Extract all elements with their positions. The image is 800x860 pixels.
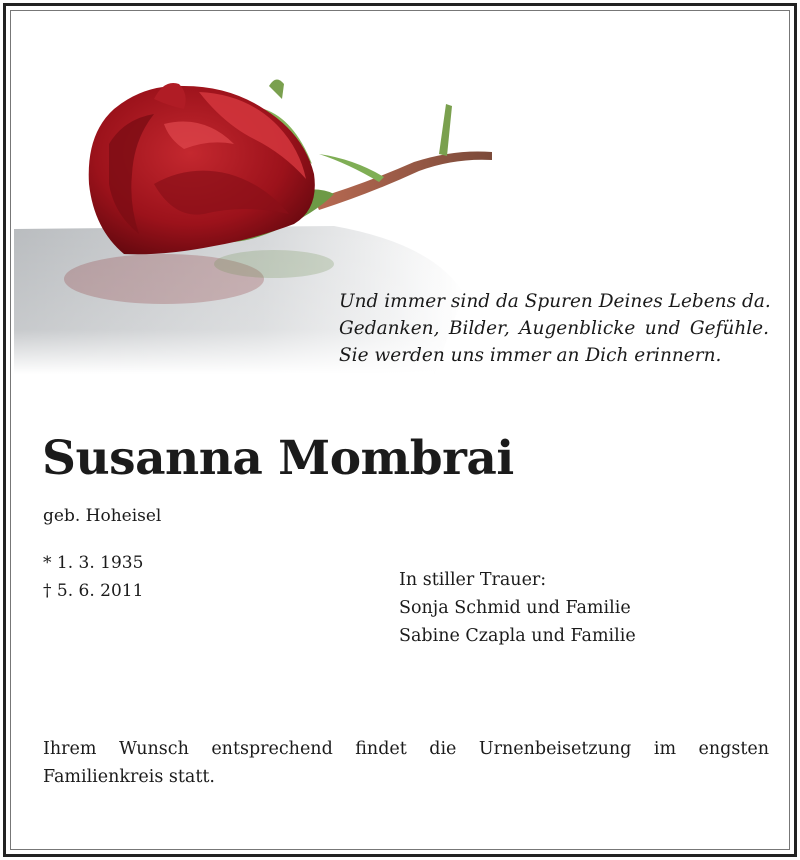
- obituary-frame: [3, 3, 797, 857]
- mourner-name: Sabine Czapla und Familie: [399, 626, 636, 646]
- mourners-block: [399, 566, 636, 650]
- notice-line: Familienkreis statt.: [43, 767, 215, 787]
- memorial-quote: [339, 288, 769, 369]
- death-date: † 5. 6. 2011: [43, 581, 144, 601]
- deceased-name: Susanna Mombrai: [42, 431, 514, 486]
- life-dates: [43, 549, 143, 605]
- birth-name: geb. Hoheisel: [43, 506, 162, 526]
- mourners-heading: In stiller Trauer:: [399, 570, 547, 590]
- quote-line: Sie werden uns immer an Dich erinnern.: [339, 345, 722, 366]
- quote-line: Gedanken, Bilder, Augenblicke und Gefühle.: [339, 318, 769, 339]
- burial-notice: [43, 735, 769, 791]
- notice-line: Ihrem Wunsch entsprechend findet die Urnenbeisetzung im engsten: [43, 739, 769, 759]
- birth-date: * 1. 3. 1935: [43, 553, 144, 573]
- quote-line: Und immer sind da Spuren Deines Lebens da.: [339, 291, 771, 312]
- mourner-name: Sonja Schmid und Familie: [399, 598, 631, 618]
